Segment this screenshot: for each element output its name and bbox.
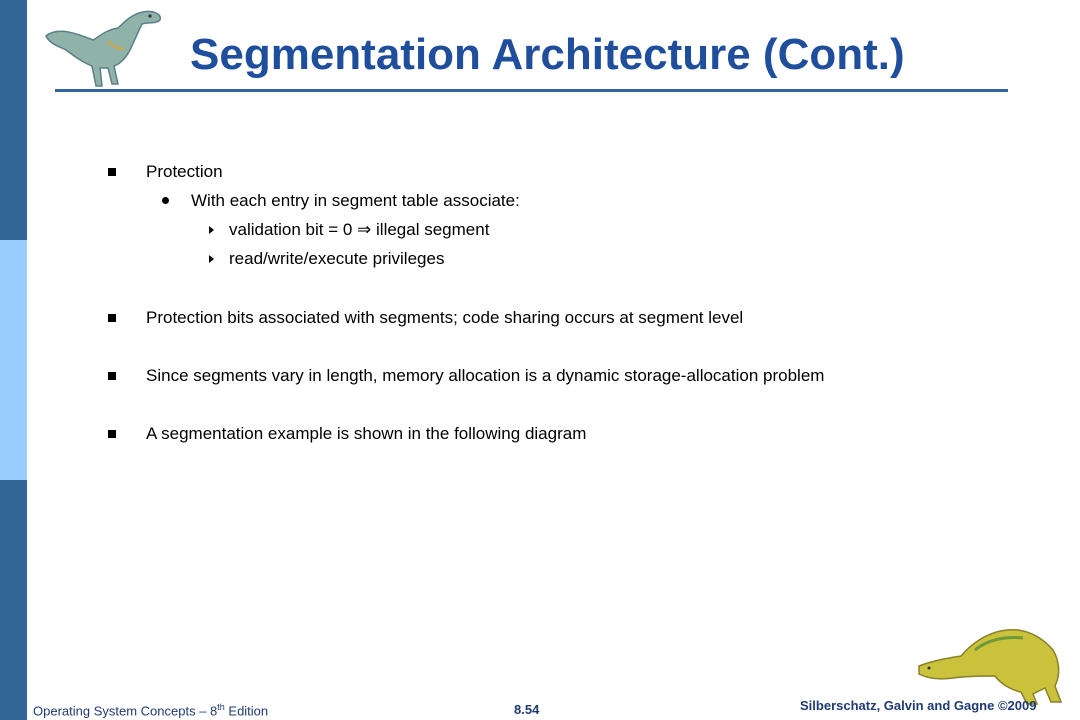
bullet-example: A segmentation example is shown in the following diagram [146,424,587,443]
bullet-protection: Protection [146,162,223,181]
bullet-with-each-entry: With each entry in segment table associate: [191,191,520,210]
page-title: Segmentation Architecture (Cont.) [190,30,905,79]
square-bullet-icon [108,430,116,438]
bullet-rwx-privileges: read/write/execute privileges [229,249,445,268]
bullet-protection-bits: Protection bits associated with segments; code sharing occurs at segment level [146,308,744,327]
dot-bullet-icon [162,197,169,204]
dinosaur-logo-bottom [915,614,1065,706]
title-rule [55,89,1008,92]
square-bullet-icon [108,372,116,380]
bullet-validation-bit: validation bit = 0 ⇒ illegal segment [229,220,490,239]
triangle-bullet-icon [209,226,214,234]
bullet-since-segments: Since segments vary in length, memory allocation is a dynamic storage-allocation problem [146,366,825,385]
square-bullet-icon [108,168,116,176]
footer-page-number: 8.54 [514,702,540,717]
dinosaur-logo-top [38,6,168,90]
footer-book-title: Operating System Concepts – 8th Edition [33,702,269,719]
footer-copyright: Silberschatz, Galvin and Gagne ©2009 [800,698,1037,713]
sidebar-segment-middle [0,240,27,480]
sidebar-segment-bottom [0,480,27,720]
square-bullet-icon [108,314,116,322]
triangle-bullet-icon [209,255,214,263]
sidebar [0,0,27,720]
sidebar-segment-top [0,0,27,240]
